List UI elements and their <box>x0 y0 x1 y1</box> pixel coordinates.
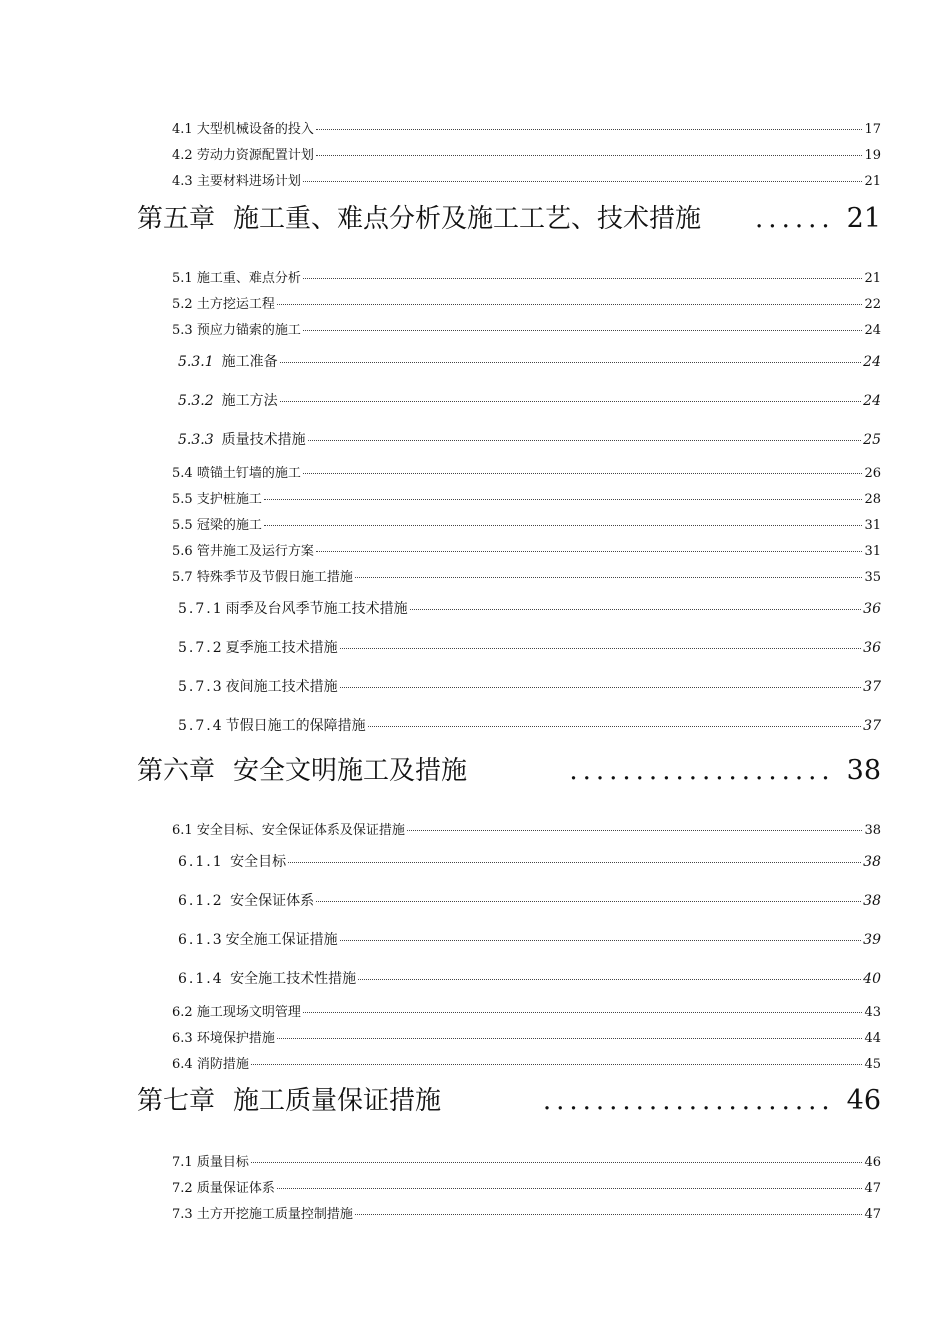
toc-page-number: 24 <box>863 393 881 409</box>
dot-leader <box>316 901 861 902</box>
toc-entry-6-1-4[interactable] <box>178 968 881 988</box>
toc-entry-5-7-4[interactable] <box>178 715 881 735</box>
toc-page-number: 38 <box>846 755 881 786</box>
dot-leader <box>251 1162 863 1163</box>
toc-chapter-6[interactable] <box>137 750 881 790</box>
toc-entry-5-7-2[interactable] <box>178 637 881 657</box>
toc-entry-5-5[interactable] <box>172 488 881 508</box>
toc-page-number: 40 <box>863 971 881 987</box>
toc-entry-7-3[interactable] <box>172 1203 881 1223</box>
toc-entry-5-7[interactable] <box>172 566 881 586</box>
toc-entry-6-4[interactable] <box>172 1053 881 1073</box>
toc-entry-label: 6.1.2 安全保证体系 <box>178 893 315 909</box>
dot-leader <box>303 330 863 331</box>
toc-page-number: 22 <box>864 297 881 312</box>
toc-entry-4-1[interactable] <box>172 118 881 138</box>
toc-entry-label: 5.7.4 节假日施工的保障措施 <box>178 718 366 734</box>
toc-entry-label: 5.7.1 雨季及台风季节施工技术措施 <box>178 601 408 617</box>
dot-leader <box>277 1188 863 1189</box>
toc-entry-6-1-2[interactable] <box>178 890 881 910</box>
toc-entry-label: 5.3 预应力锚索的施工 <box>172 323 301 338</box>
toc-entry-label: 5.2 土方挖运工程 <box>172 297 275 312</box>
toc-page-number: 37 <box>863 718 881 734</box>
toc-page-number: 37 <box>863 679 881 695</box>
dot-leader <box>358 979 861 980</box>
dot-leader <box>407 830 863 831</box>
toc-entry-label: 5.3.1 施工准备 <box>178 354 278 370</box>
dot-leader <box>316 551 863 552</box>
toc-entry-6-2[interactable] <box>172 1001 881 1021</box>
dot-leader <box>264 525 863 526</box>
toc-entry-6-1-1[interactable] <box>178 851 881 871</box>
toc-entry-4-2[interactable] <box>172 144 881 164</box>
toc-entry-label: 6.4 消防措施 <box>172 1057 249 1072</box>
dot-leader <box>303 278 863 279</box>
toc-entry-label: 5.4 喷锚土钉墙的施工 <box>172 466 301 481</box>
toc-entry-label: 4.2 劳动力资源配置计划 <box>172 148 314 163</box>
toc-page-number: 43 <box>864 1005 881 1020</box>
toc-entry-label: 6.3 环境保护措施 <box>172 1031 275 1046</box>
toc-entry-6-1[interactable] <box>172 819 881 839</box>
toc-page-number: 47 <box>864 1181 881 1196</box>
toc-entry-label: 5.3.2 施工方法 <box>178 393 278 409</box>
dot-leader <box>277 1038 863 1039</box>
toc-entry-label: 5.3.3 质量技术措施 <box>178 432 306 448</box>
toc-page-number: 21 <box>846 203 881 234</box>
dot-leader: ...................... <box>542 1086 835 1116</box>
toc-entry-5-5b[interactable] <box>172 514 881 534</box>
toc-entry-label: 5.6 管井施工及运行方案 <box>172 544 314 559</box>
chapter-number: 第六章 <box>137 756 216 786</box>
chapter-title: 施工重、难点分析及施工工艺、技术措施 <box>233 204 702 234</box>
toc-entry-label: 6.1.4 安全施工技术性措施 <box>178 971 357 987</box>
toc-entry-label: 5.5 支护桩施工 <box>172 492 262 507</box>
toc-page-number: 35 <box>864 570 881 585</box>
toc-page-number: 21 <box>864 174 881 189</box>
toc-entry-label: 6.1.3 安全施工保证措施 <box>178 932 338 948</box>
toc-entry-6-1-3[interactable] <box>178 929 881 949</box>
toc-entry-label: 5.5 冠梁的施工 <box>172 518 262 533</box>
dot-leader <box>264 499 863 500</box>
dot-leader <box>355 1214 863 1215</box>
toc-entry-6-3[interactable] <box>172 1027 881 1047</box>
toc-entry-5-3-3[interactable] <box>178 429 881 449</box>
toc-chapter-7[interactable] <box>137 1080 881 1120</box>
toc-page-number: 24 <box>863 354 881 370</box>
dot-leader <box>288 862 861 863</box>
toc-page-number: 28 <box>864 492 881 507</box>
toc-entry-label: 5.7 特殊季节及节假日施工措施 <box>172 570 353 585</box>
toc-entry-label: 7.2 质量保证体系 <box>172 1181 275 1196</box>
toc-page-number: 26 <box>864 466 881 481</box>
dot-leader <box>303 181 863 182</box>
toc-entry-label: 6.2 施工现场文明管理 <box>172 1005 301 1020</box>
toc-entry-5-6[interactable] <box>172 540 881 560</box>
toc-page-number: 36 <box>863 601 881 617</box>
toc-entry-5-4[interactable] <box>172 462 881 482</box>
toc-entry-label: 6.1.1 安全目标 <box>178 854 287 870</box>
dot-leader: .................... <box>569 756 835 786</box>
toc-page-number: 39 <box>863 932 881 948</box>
toc-entry-label: 7.3 土方开挖施工质量控制措施 <box>172 1207 353 1222</box>
chapter-number: 第七章 <box>137 1086 216 1116</box>
toc-entry-label: 5.7.3 夜间施工技术措施 <box>178 679 338 695</box>
toc-entry-5-7-1[interactable] <box>178 598 881 618</box>
toc-page-number: 47 <box>864 1207 881 1222</box>
dot-leader <box>280 401 862 402</box>
toc-entry-label: 5.7.2 夏季施工技术措施 <box>178 640 338 656</box>
toc-entry-5-3[interactable] <box>172 319 881 339</box>
toc-entry-5-7-3[interactable] <box>178 676 881 696</box>
toc-chapter-5[interactable] <box>137 198 881 238</box>
toc-page-number: 25 <box>863 432 881 448</box>
toc-entry-5-3-1[interactable] <box>178 351 881 371</box>
toc-page-number: 31 <box>864 518 881 533</box>
dot-leader <box>303 1012 863 1013</box>
toc-entry-label: 7.1 质量目标 <box>172 1155 249 1170</box>
toc-page-number: 19 <box>864 148 881 163</box>
toc-entry-7-1[interactable] <box>172 1151 881 1171</box>
toc-entry-label: 5.1 施工重、难点分析 <box>172 271 301 286</box>
chapter-title: 安全文明施工及措施 <box>233 756 468 786</box>
dot-leader <box>368 726 862 727</box>
dot-leader: ...... <box>755 204 835 234</box>
toc-entry-5-1[interactable] <box>172 267 881 287</box>
toc-page-number: 46 <box>864 1155 881 1170</box>
toc-entry-label: 4.1 大型机械设备的投入 <box>172 122 314 137</box>
toc-entry-label: 6.1 安全目标、安全保证体系及保证措施 <box>172 823 405 838</box>
toc-page-number: 44 <box>864 1031 881 1046</box>
toc-page-number: 21 <box>864 271 881 286</box>
dot-leader <box>340 687 862 688</box>
dot-leader <box>251 1064 863 1065</box>
dot-leader <box>308 440 862 441</box>
toc-page-number: 45 <box>864 1057 881 1072</box>
dot-leader <box>355 577 863 578</box>
toc-page-number: 17 <box>864 122 881 137</box>
dot-leader <box>316 129 863 130</box>
dot-leader <box>280 362 862 363</box>
chapter-number: 第五章 <box>137 204 216 234</box>
dot-leader <box>410 609 862 610</box>
dot-leader <box>340 648 862 649</box>
toc-entry-5-3-2[interactable] <box>178 390 881 410</box>
toc-page-number: 24 <box>864 323 881 338</box>
toc-page-number: 46 <box>846 1085 881 1116</box>
toc-page-number: 38 <box>864 823 881 838</box>
chapter-title: 施工质量保证措施 <box>233 1086 442 1116</box>
toc-page-number: 36 <box>863 640 881 656</box>
toc-page-number: 38 <box>863 854 881 870</box>
toc-page-number: 38 <box>863 893 881 909</box>
toc-page-number: 31 <box>864 544 881 559</box>
dot-leader <box>277 304 863 305</box>
toc-entry-label: 4.3 主要材料进场计划 <box>172 174 301 189</box>
toc-entry-7-2[interactable] <box>172 1177 881 1197</box>
dot-leader <box>316 155 863 156</box>
toc-entry-5-2[interactable] <box>172 293 881 313</box>
dot-leader <box>340 940 862 941</box>
toc-entry-4-3[interactable] <box>172 170 881 190</box>
dot-leader <box>303 473 863 474</box>
